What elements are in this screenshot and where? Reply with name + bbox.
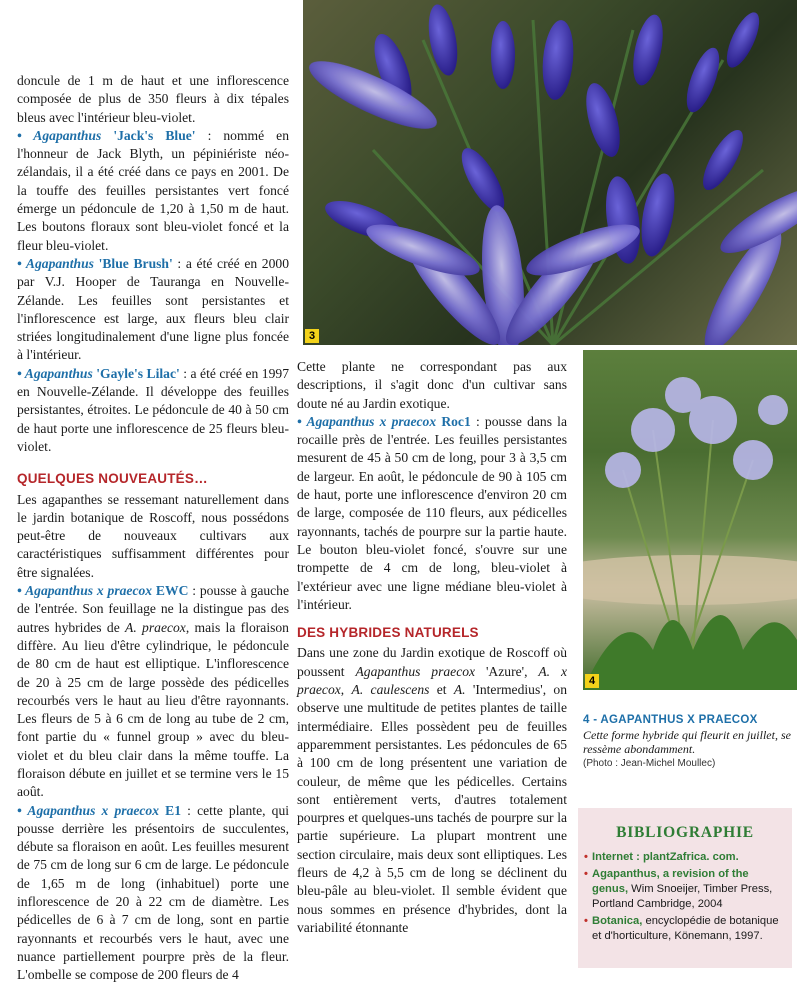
paragraph: doncule de 1 m de haut et une inflorescence composée de plus de 350 fleurs à dix tépales bleus avec l'intérieur bleu-violet. <box>17 73 289 125</box>
paragraph-hybrides: Dans une zone du Jardin exotique de Roscoff où poussent Agapanthus praecox 'Azure', A. x praecox, A. caulescens et A. 'Intermedius', on observe une multitude de petites plantes de taille intermédiaire. Elles possèdent peu de feuilles apparemment persistantes. Les pédoncules de 65 à 100 cm de long présentent une variation de couleur, de même que les pédicelles. Certains sont entièrement verts, d'autres totalement pourpres et quelques-uns tachés de pourpre sur la partie supérieure. La plupart montrent une section circulaire, mais deux sont elliptiques. Les fleurs de 4,2 à 5,5 cm de long se déclinent du bleu-pâle au bleu-violet. Il semble évident que nous sommes en présence d'hybrides, dont la variabilité étonnante <box>297 645 568 935</box>
cultivar-name: 'Gayle's Lilac' <box>92 365 180 381</box>
bibliography-list <box>578 850 792 944</box>
caption-credit: (Photo : Jean-Michel Moullec) <box>583 757 716 769</box>
genus-name: Agapanthus x praecox <box>306 413 437 429</box>
photo-number: 4 <box>585 674 599 688</box>
cultivar-entry-e1: • Agapanthus x praecox E1 : cette plante, qui pousse derrière les présentoirs de succulentes, débute sa floraison en août. Les feuilles mesurent de 75 cm de long sur 6 cm de large. Le pédoncule de 1,65 m de long (inhabituel) porte une inflorescence de 20 à 22 cm de diamètre. Les pédicelles de 6 à 7 cm de long, sont en partie rayonnants et recourbés vers le haut, avec une nuance partiellement pourpre près de la fleur. L'ombelle se compose de 200 fleurs de 4 <box>17 802 290 983</box>
flower-illustration <box>303 0 797 345</box>
genus-name: Agapanthus x praecox <box>25 583 153 599</box>
photo-agapanthus-closeup <box>303 0 797 345</box>
cultivar-entry-jacks-blue: • Agapanthus 'Jack's Blue' : nommé en l'honneur de Jack Blyth, un pépiniériste néo-zélandais, il a été créé dans ce pays en 2001. De la touffe des feuilles persistantes vert foncé émerge un pédoncule de 1,20 à 1,50 m de haut. Les boutons floraux sont bleu-violet foncé et la fleur bleu-violet. <box>17 127 290 253</box>
list-item: • Internet : plantZafrica. com. <box>584 851 739 863</box>
entry-text: : nommé en l'honneur de Jack Blyth, un pépiniériste néo-zélandais, il a été créé dans ce pays en 2001. De la touffe des feuilles persistantes vert foncé émerge un pédoncule de 1,20 à 1,50 m de haut. Les boutons floraux sont bleu-violet foncé et la fleur bleu-violet. <box>17 127 290 253</box>
genus-name: Agapanthus <box>33 127 102 143</box>
cultivar-name: 'Jack's Blue' <box>101 127 196 143</box>
cultivar-entry-ewc: • Agapanthus x praecox EWC : pousse à gauche de l'entrée. Son feuillage ne la distingue pas des autres hybrides de A. praecox, mais la floraison diffère. Au lieu d'être cylindrique, le pédoncule de 80 cm de haut est elliptique. L'inflorescence de 20 à 25 cm de large possède des pédicelles recourbés vers le haut au lieu d'être rayonnants. Les fleurs de 5 à 6 cm de long au tube de 2 cm, font partie du « funnel group » avec du bleu-violet et du bleu clair dans la même touffe. La floraison débute en juillet et se termine vers le 15 août. <box>17 583 290 800</box>
entry-text: : pousse dans la rocaille près de l'entrée. Les feuilles persistantes mesurent de 45 à 50 cm de long, pour 3 à 3,5 cm de largeur. En août, le pédoncule de 90 à 105 cm de haut, porte une inflorescence d'environ 20 cm de large, composée de 110 fleurs, aux pédicelles rayonnants, tachés de pourpre sur la partie haute. Le bouton bleu-violet foncé, s'ouvre sur une trompette de 4 cm de long, bleu-violet à l'extérieur avec une ligne médiane bleu-violet à l'intérieur. <box>297 413 567 612</box>
entry-text: : pousse à gauche de l'entrée. Son feuillage ne la distingue pas des autres hybrides de <box>17 583 290 635</box>
section-heading-nouveautes: QUELQUES NOUVEAUTÉS… <box>17 471 208 487</box>
cultivar-entry-roc1: • Agapanthus x praecox Roc1 : pousse dans la rocaille près de l'entrée. Les feuilles persistantes mesurent de 45 à 50 cm de long, pour 3 à 3,5 cm de largeur. En août, le pédoncule de 90 à 105 cm de haut, porte une inflorescence d'environ 20 cm de large, composée de 110 fleurs, aux pédicelles rayonnants, tachés de pourpre sur la partie haute. Le bouton bleu-violet foncé, s'ouvre sur une trompette de 4 cm de long, bleu-violet à l'extérieur avec une ligne médiane bleu-violet à l'intérieur. <box>297 413 567 612</box>
genus-name: Agapanthus <box>24 365 93 381</box>
caption-text: Cette forme hybride qui fleurit en juillet, se ressème abondamment. <box>583 727 791 756</box>
text-column-middle <box>297 358 567 937</box>
photo-number: 3 <box>305 329 319 343</box>
list-item: • Agapanthus, a revision of the genus, Wim Snoeijer, Timber Press, Portland Cambridge, 2004 <box>584 868 773 910</box>
genus-name: Agapanthus <box>25 255 94 271</box>
caption-title: 4 - AGAPANTHUS X PRAECOX <box>583 714 758 726</box>
section-heading-hybrides: DES HYBRIDES NATURELS <box>297 625 479 641</box>
entry-text: : a été créé en 2000 par V.J. Hooper de Tauranga en Nouvelle-Zélande. Les feuilles sont persistantes et l'inflorescence est large, aux fleurs bleu clair striées longitudinalement d'une ligne plus foncée à l'intérieur. <box>17 255 289 363</box>
text-column-left <box>17 72 289 985</box>
entry-text: : cette plante, qui pousse derrière les présentoirs de succulentes, débute sa floraison en août. Les feuilles mesurent de 75 cm de long sur 6 cm de large. Le pédoncule de 1,65 m de long (inhabituel) porte une inflorescence de 20 à 22 cm de diamètre. Les pédicelles de 6 à 7 cm de long, sont en partie rayonnants et recourbés vers le haut, avec une nuance partiellement pourpre près de la fleur. L'ombelle se compose de 200 fleurs de 4 <box>17 802 290 983</box>
garden-illustration <box>583 350 797 690</box>
entry-text: , mais la floraison diffère. Au lieu d'être cylindrique, le pédoncule de 80 cm de haut est elliptique. L'inflorescence de 20 à 25 cm de large possède des pédicelles recourbés vers le haut au lieu d'être rayonnants. Les fleurs de 5 à 6 cm de long au tube de 2 cm, font partie du « funnel group » avec du bleu-violet et du bleu clair dans la même touffe. La floraison débute en juillet et se termine vers le 15 août. <box>17 619 289 800</box>
cultivar-entry-gayles-lilac: • Agapanthus 'Gayle's Lilac' : a été créé en 1997 en Nouvelle-Zélande. Il développe des feuilles persistantes, étroites. Le pédoncule de 40 à 50 cm de haut porte une inflorescence de 25 fleurs bleu-violet. <box>17 365 289 454</box>
cultivar-entry-blue-brush: • Agapanthus 'Blue Brush' : a été créé en 2000 par V.J. Hooper de Tauranga en Nouvelle-Zélande. Les feuilles sont persistantes et l'inflorescence est large, aux fleurs bleu clair striées longitudinalement d'une ligne plus foncée à l'intérieur. <box>17 255 289 363</box>
list-item: • Botanica, encyclopédie de botanique et d'horticulture, Könemann, 1997. <box>584 915 779 942</box>
bibliography-box <box>578 808 792 968</box>
entry-text: : a été créé en 1997 en Nouvelle-Zélande. Il développe des feuilles persistantes, étroites. Le pédoncule de 40 à 50 cm de haut porte une inflorescence de 25 fleurs bleu-violet. <box>17 365 289 454</box>
cultivar-name: 'Blue Brush' <box>93 255 173 271</box>
genus-name: Agapanthus x praecox <box>27 802 160 818</box>
cultivar-name: E1 <box>159 802 182 818</box>
bibliography-title: BIBLIOGRAPHIE <box>616 824 754 841</box>
photo-caption <box>583 713 793 771</box>
photo-agapanthus-garden <box>583 350 797 690</box>
paragraph: Les agapanthes se ressemant naturellement dans le jardin botanique de Roscoff, nous possédons peut-être de nouveaux cultivars aux caractéristiques suffisamment différentes pour être signalées. <box>17 491 289 580</box>
cultivar-name: Roc1 <box>436 413 471 429</box>
species-name: A. praecox <box>125 619 186 635</box>
cultivar-name: EWC <box>152 583 189 599</box>
paragraph: Cette plante ne correspondant pas aux descriptions, il s'agit donc d'un cultivar sans doute né au Jardin exotique. <box>297 359 567 411</box>
